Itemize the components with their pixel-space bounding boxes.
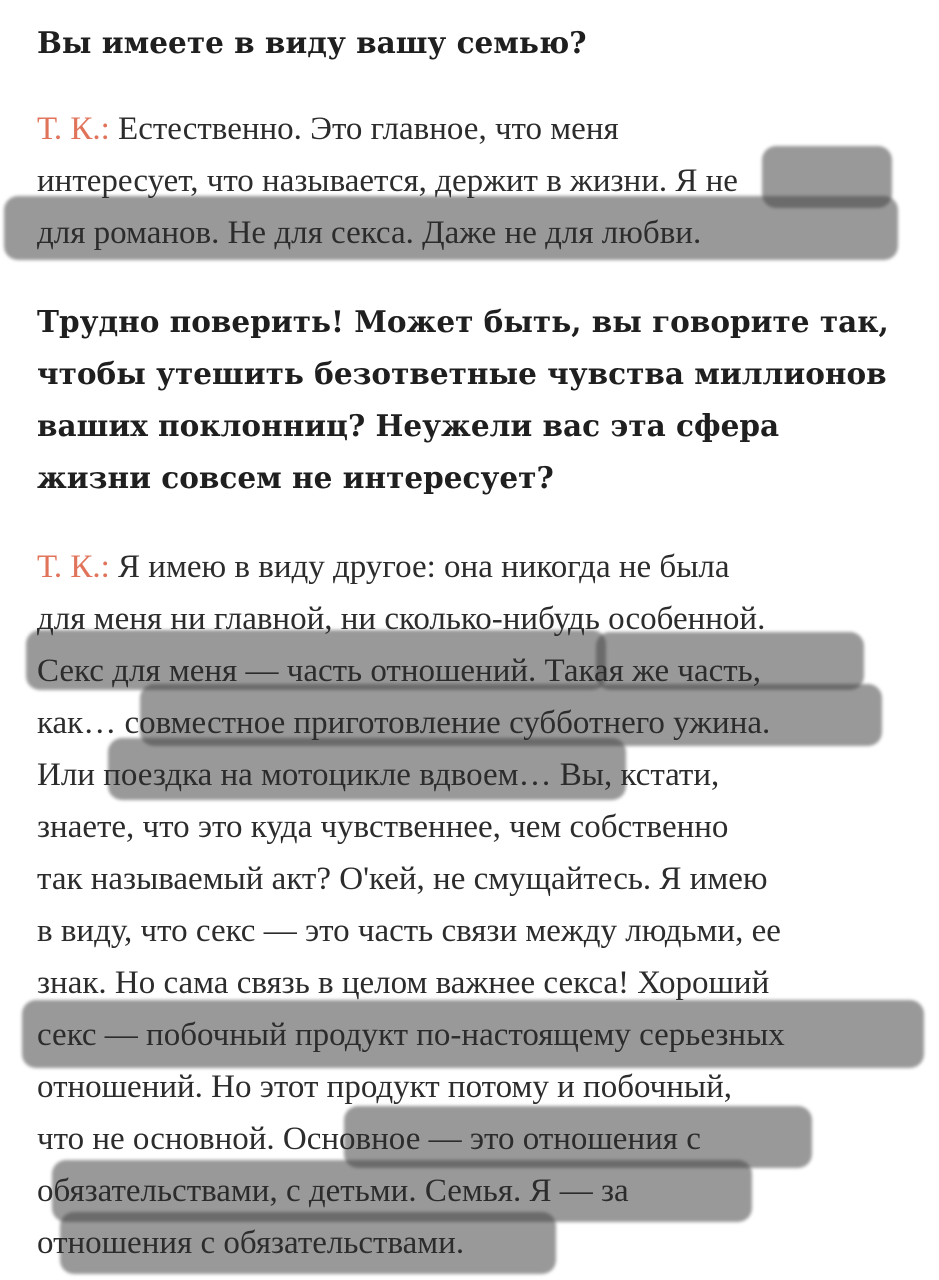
answer-text: Я имею в виду другое: она никогда не была bbox=[118, 549, 730, 585]
answer-line: для меня ни главной, ни сколько-нибудь особенной. bbox=[37, 601, 766, 637]
speaker-label: Т. К.: bbox=[37, 111, 110, 147]
question-line: Трудно поверить! Может быть, вы говорите так, bbox=[37, 304, 889, 339]
answer-line: знак. Но сама связь в целом важнее секса! Хороший bbox=[37, 965, 770, 1001]
question-line: ваших поклонниц? Неужели вас эта сфера bbox=[37, 408, 780, 443]
answer-text: Естественно. Это главное, что меня bbox=[118, 111, 619, 147]
answer-line bbox=[37, 103, 619, 155]
answer-line: как… совместное приготовление субботнего ужина. bbox=[37, 705, 771, 741]
answer-line: отношения с обязательствами. bbox=[37, 1225, 465, 1261]
answer-line: обязательствами, с детьми. Семья. Я — за bbox=[37, 1173, 629, 1209]
answer-line: что не основной. Основное — это отношения с bbox=[37, 1121, 701, 1157]
answer-line: Или поездка на мотоцикле вдвоем… Вы, кстати, bbox=[37, 757, 720, 793]
answer-line: для романов. Не для секса. Даже не для любви. bbox=[37, 215, 702, 251]
answer-line: интересует, что называется, держит в жизни. Я не bbox=[37, 163, 738, 199]
question-line: жизни совсем не интересует? bbox=[37, 460, 554, 495]
answer-line: секс — побочный продукт по-настоящему серьезных bbox=[37, 1017, 785, 1053]
answer-line: Секс для меня — часть отношений. Такая же часть, bbox=[37, 653, 761, 689]
answer-line: отношений. Но этот продукт потому и побочный, bbox=[37, 1069, 732, 1105]
answer-line bbox=[37, 541, 730, 593]
speaker-label: Т. К.: bbox=[37, 549, 110, 585]
answer-line: в виду, что секс — это часть связи между людьми, ее bbox=[37, 913, 781, 949]
question-line: чтобы утешить безответные чувства миллионов bbox=[37, 356, 887, 391]
answer-line: знаете, что это куда чувственнее, чем собственно bbox=[37, 809, 729, 845]
answer-line: так называемый акт? О'кей, не смущайтесь. Я имею bbox=[37, 861, 768, 897]
question-line: Вы имеете в виду вашу семью? bbox=[37, 25, 587, 60]
